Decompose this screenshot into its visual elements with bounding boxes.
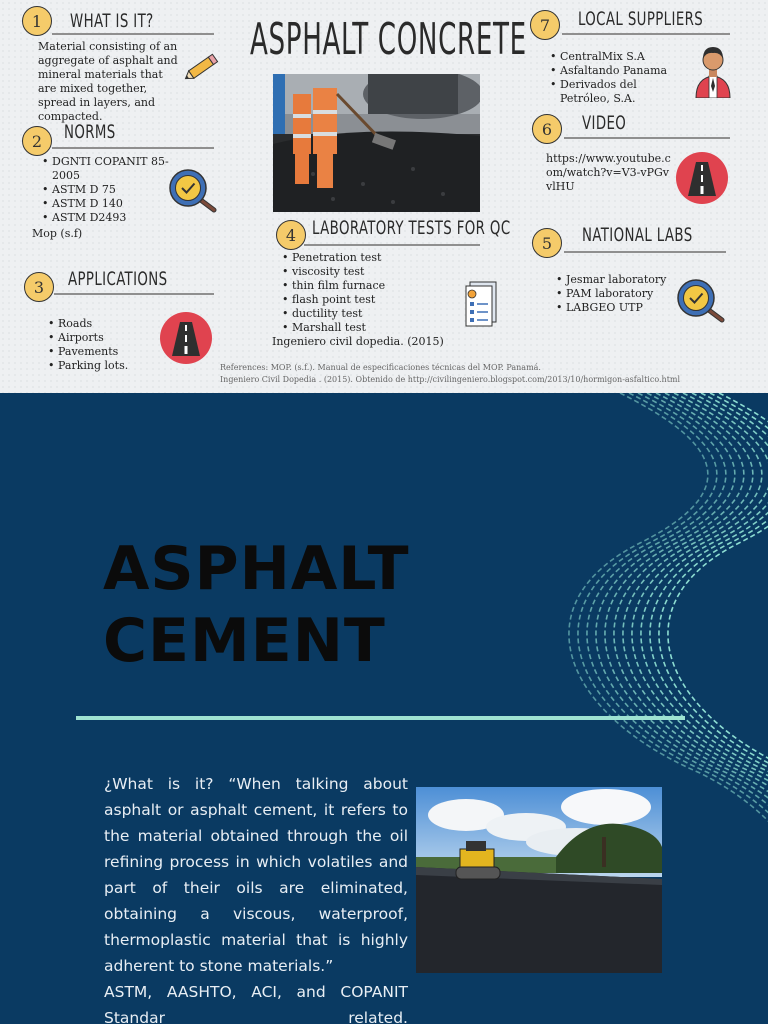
section-norms xyxy=(0,118,240,248)
section-number-badge: 3 xyxy=(24,272,54,302)
section-number-badge: 5 xyxy=(532,228,562,258)
road-icon xyxy=(676,152,728,204)
list-item: • Roads xyxy=(46,317,156,331)
section-video xyxy=(520,108,768,218)
list-item: • Pavements xyxy=(46,345,156,359)
roller-road-photo xyxy=(416,787,662,973)
section-number-badge: 7 xyxy=(530,10,560,40)
slide-body xyxy=(104,771,408,1024)
section-lab-tests xyxy=(260,214,520,354)
section-title: NORMS xyxy=(64,121,116,143)
section-title: WHAT IS IT? xyxy=(70,10,154,32)
section-divider xyxy=(52,147,214,149)
section-divider xyxy=(562,33,730,35)
wave-line xyxy=(668,393,768,893)
list-item: • Marshall test xyxy=(280,321,450,335)
suppliers-list xyxy=(548,50,688,106)
asphalt-cement-slide xyxy=(0,393,768,1024)
section-divider xyxy=(304,244,480,246)
section-title: VIDEO xyxy=(582,112,627,134)
section-number-badge: 6 xyxy=(532,114,562,144)
slide-paragraph: ASTM, AASHTO, ACI, and COPANIT Standar related. xyxy=(104,983,408,1024)
list-item: • viscosity test xyxy=(280,265,450,279)
national-labs-list xyxy=(554,273,684,315)
list-item: • Parking lots. xyxy=(46,359,156,373)
reference-line: References: MOP. (s.f.). Manual de especificaciones técnicas del MOP. Panamá. xyxy=(220,363,541,372)
list-item: • ASTM D 140 xyxy=(40,197,172,211)
section-footer: Ingeniero civil dopedia. (2015) xyxy=(272,335,444,348)
slide-paragraph: ¿What is it? “When talking about asphalt or asphalt cement, it refers to the material obtained through the oil refining process in which volatiles and part of their oils are eliminated, obtaining a viscous, waterproof, thermoplastic material that is highly adherent to stone materials.” xyxy=(104,775,408,975)
magnifier-check-icon xyxy=(676,278,728,328)
section-applications xyxy=(0,262,240,382)
section-local-suppliers xyxy=(520,0,768,110)
infographic-panel xyxy=(0,0,768,393)
references xyxy=(220,362,680,386)
list-item: • Penetration test xyxy=(280,251,450,265)
slide-title-line: CEMENT xyxy=(103,606,386,676)
asphalt-paving-photo xyxy=(273,74,480,212)
section-divider xyxy=(54,293,214,295)
section-title: LABORATORY TESTS FOR QC xyxy=(312,217,511,239)
list-item: • ASTM D 75 xyxy=(40,183,172,197)
section-national-labs xyxy=(520,220,768,340)
norms-list xyxy=(40,155,172,225)
section-title: NATIONAL LABS xyxy=(582,224,693,246)
list-item: • ASTM D2493 xyxy=(40,211,172,225)
slide-divider xyxy=(76,716,685,720)
section-number-badge: 1 xyxy=(22,6,52,36)
section-title: APPLICATIONS xyxy=(68,268,168,290)
section-body: Material consisting of an aggregate of asphalt and mineral materials that are mixed together, spread in layers, and compacted. xyxy=(38,40,178,123)
list-item: • PAM laboratory xyxy=(554,287,684,301)
list-item: • LABGEO UTP xyxy=(554,301,684,315)
checklist-icon xyxy=(462,278,502,332)
supplier-person-icon xyxy=(692,42,734,102)
section-number-badge: 4 xyxy=(276,220,306,250)
video-link[interactable]: https://www.youtube.com/watch?v=V3-vPGvvlHU xyxy=(546,152,671,193)
section-title: LOCAL SUPPLIERS xyxy=(578,8,704,30)
reference-line: Ingeniero Civil Dopedia . (2015). Obtenido de http://civilingeniero.blogspot.com/2013/10/hormigon-asfaltico.html xyxy=(220,375,681,384)
infographic-title: ASPHALT CONCRETE xyxy=(250,14,527,65)
pencil-icon xyxy=(184,50,222,88)
list-item: • flash point test xyxy=(280,293,450,307)
slide-title-line: ASPHALT xyxy=(103,534,410,604)
list-item: • Asfaltando Panama xyxy=(548,64,688,78)
section-divider xyxy=(564,251,726,253)
list-item: • DGNTI COPANIT 85-2005 xyxy=(40,155,172,183)
list-item: • Airports xyxy=(46,331,156,345)
wave-line xyxy=(659,393,768,893)
road-icon xyxy=(160,312,212,364)
section-footer: Mop (s.f) xyxy=(32,227,83,240)
section-what-is-it xyxy=(0,0,240,123)
list-item: • thin film furnace xyxy=(280,279,450,293)
list-item: • Jesmar laboratory xyxy=(554,273,684,287)
list-item: • ductility test xyxy=(280,307,450,321)
applications-list xyxy=(46,317,156,373)
list-item: • Derivados del Petróleo, S.A. xyxy=(548,78,688,106)
list-item: • CentralMix S.A xyxy=(548,50,688,64)
section-number-badge: 2 xyxy=(22,126,52,156)
lab-tests-list xyxy=(280,251,450,335)
section-divider xyxy=(564,137,730,139)
magnifier-check-icon xyxy=(168,168,220,218)
slide-title xyxy=(103,533,410,677)
section-divider xyxy=(52,33,214,35)
